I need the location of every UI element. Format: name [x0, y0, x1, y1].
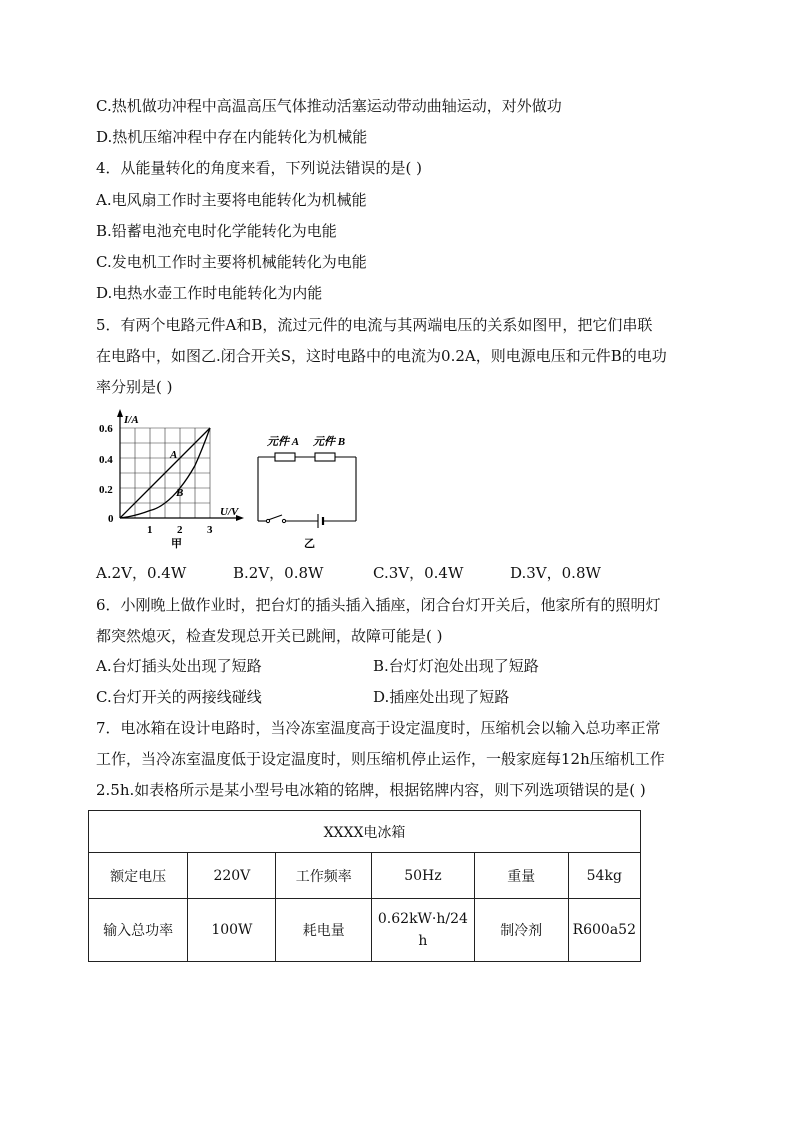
question-6-line-1: 6．小刚晚上做作业时，把台灯的插头插入插座，闭合台灯开关后，他家所有的照明灯	[96, 596, 661, 614]
x-tick-label: 3	[207, 524, 213, 536]
switch-terminal	[282, 519, 285, 522]
iu-graph	[90, 405, 250, 555]
question-4-option-b: B.铅蓄电池充电时化学能转化为电能	[96, 222, 337, 240]
y-tick-label: 0.4	[99, 454, 113, 466]
question-5-line-1: 5．有两个电路元件A和B，流过元件的电流与其两端电压的关系如图甲，把它们串联	[96, 316, 653, 334]
y-tick-label: 0.2	[99, 484, 113, 496]
component-a	[275, 453, 295, 461]
circuit-wires	[258, 457, 356, 521]
curve-b-label: B	[176, 487, 184, 499]
table-cell: 耗电量	[276, 899, 372, 962]
x-axis-label: U/V	[220, 506, 239, 518]
table-title: XXXX电冰箱	[89, 811, 641, 853]
table-cell: 输入总功率	[89, 899, 188, 962]
component-a-label: 元件 A	[267, 436, 300, 448]
question-7-line-3: 2.5h.如表格所示是某小型号电冰箱的铭牌，根据铭牌内容，则下列选项错误的是( )	[96, 781, 646, 799]
x-tick-label: 1	[147, 524, 153, 536]
question-5-option-a: A.2V，0.4W	[96, 564, 187, 582]
question-6-option-c: C.台灯开关的两接线碰线	[96, 688, 262, 706]
table-cell: 220V	[188, 853, 276, 899]
question-7-line-2: 工作，当冷冻室温度低于设定温度时，则压缩机停止运作，一般家庭每12h压缩机工作	[96, 750, 665, 768]
fridge-nameplate-table	[88, 810, 641, 962]
circuit-diagram	[255, 430, 370, 555]
question-6-option-b: B.台灯灯泡处出现了短路	[373, 657, 539, 675]
question-6-line-2: 都突然熄灭，检查发现总开关已跳闸，故障可能是( )	[96, 627, 443, 645]
y-axis-label: I/A	[124, 414, 139, 426]
table-cell: 100W	[188, 899, 276, 962]
question-4: 4．从能量转化的角度来看，下列说法错误的是( )	[96, 159, 423, 177]
table-cell: 重量	[474, 853, 568, 899]
table-cell: 50Hz	[372, 853, 475, 899]
circuit-caption: 乙	[304, 538, 315, 550]
component-b-label: 元件 B	[313, 436, 346, 448]
table-cell: R600a52	[568, 899, 640, 962]
question-6-option-a: A.台灯插头处出现了短路	[96, 657, 262, 675]
question-4-option-c: C.发电机工作时主要将机械能转化为电能	[96, 253, 367, 271]
origin-label: 0	[108, 513, 114, 525]
question-5-option-b: B.2V，0.8W	[233, 564, 324, 582]
question-4-option-d: D.电热水壶工作时电能转化为内能	[96, 284, 323, 302]
curve-a-label: A	[170, 449, 178, 461]
question-6-option-d: D.插座处出现了短路	[373, 688, 510, 706]
y-tick-label: 0.6	[99, 423, 113, 435]
question-5-option-d: D.3V，0.8W	[510, 564, 601, 582]
table-cell: 额定电压	[89, 853, 188, 899]
x-tick-label: 2	[177, 524, 183, 536]
question-5-option-c: C.3V，0.4W	[373, 564, 464, 582]
table-cell: 工作频率	[276, 853, 372, 899]
component-b	[315, 453, 335, 461]
question-5-line-2: 在电路中，如图乙.闭合开关S，这时电路中的电流为0.2A，则电源电压和元件B的电功	[96, 347, 667, 365]
table-cell: 0.62kW·h/24h	[372, 899, 475, 962]
y-axis-arrow	[117, 409, 123, 417]
table-cell: 制冷剂	[474, 899, 568, 962]
table-cell: 54kg	[568, 853, 640, 899]
question-7-line-1: 7．电冰箱在设计电路时，当冷冻室温度高于设定温度时，压缩机会以输入总功率正常	[96, 719, 661, 737]
graph-caption: 甲	[171, 538, 182, 550]
text-line: C.热机做功冲程中高温高压气体推动活塞运动带动曲轴运动，对外做功	[96, 97, 562, 115]
question-5-line-3: 率分别是( )	[96, 378, 173, 396]
switch-terminal	[266, 519, 269, 522]
text-line: D.热机压缩冲程中存在内能转化为机械能	[96, 128, 368, 146]
question-4-option-a: A.电风扇工作时主要将电能转化为机械能	[96, 191, 367, 209]
